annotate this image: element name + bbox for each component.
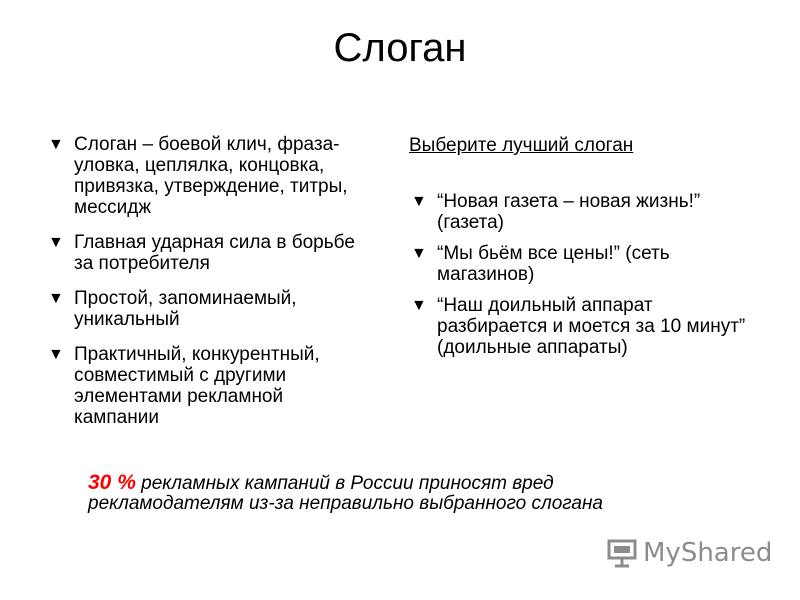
triangle-bullet-icon: ▼: [48, 136, 64, 153]
triangle-bullet-icon: ▼: [411, 245, 427, 262]
list-item: [48, 344, 373, 428]
list-item: [48, 288, 373, 330]
statistic-percent: 30 %: [88, 471, 136, 494]
triangle-bullet-icon: ▼: [48, 234, 64, 251]
triangle-bullet-icon: ▼: [411, 297, 427, 314]
right-column-heading: Выберите лучший слоган: [409, 135, 634, 156]
watermark: [605, 538, 772, 568]
statistic-note: [88, 473, 648, 514]
triangle-bullet-icon: ▼: [48, 290, 64, 307]
triangle-bullet-icon: ▼: [411, 193, 427, 210]
left-bullet-list: [48, 134, 373, 442]
bullet-text: Простой, запоминаемый, уникальный: [74, 288, 297, 330]
bullet-text: “Наш доильный аппарат разбирается и моется за 10 минут” (доильные аппараты): [437, 295, 746, 358]
presentation-board-icon: [605, 538, 639, 568]
list-item: [48, 134, 373, 218]
slide-title: Слоган: [333, 26, 467, 70]
list-item: [48, 232, 373, 274]
bullet-text: “Мы бьём все цены!” (сеть магазинов): [437, 243, 670, 285]
list-item: [411, 295, 751, 358]
list-item: [411, 243, 751, 285]
bullet-text: “Новая газета – новая жизнь!” (газета): [437, 191, 701, 233]
triangle-bullet-icon: ▼: [48, 346, 64, 363]
right-bullet-list: [411, 191, 751, 368]
list-item: [411, 191, 751, 233]
bullet-text: Практичный, конкурентный, совместимый с другими элементами рекламной кампании: [74, 344, 320, 428]
bullet-text: Главная ударная сила в борьбе за потребителя: [74, 232, 355, 274]
statistic-text: рекламных кампаний в России приносят вред рекламодателям из-за неправильно выбранного слогана: [88, 473, 604, 514]
bullet-text: Слоган – боевой клич, фраза-уловка, цеплялка, концовка, привязка, утверждение, титры, мессидж: [74, 134, 348, 218]
watermark-text: MyShared: [643, 538, 773, 568]
